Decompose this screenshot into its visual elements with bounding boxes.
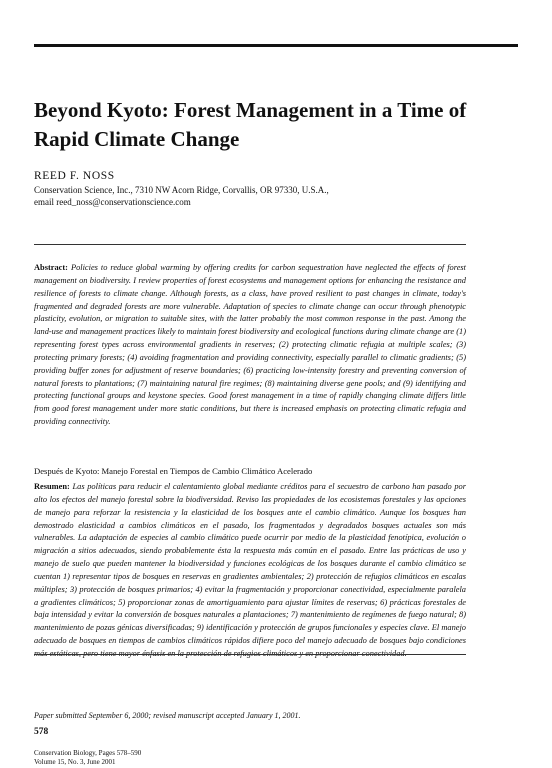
page-number: 578 [34, 727, 49, 737]
resumen [34, 481, 466, 661]
journal-volume: Volume 15, No. 3, June 2001 [34, 757, 116, 766]
author-affiliation [34, 184, 504, 208]
abstract-label: Abstract: [34, 263, 68, 272]
abstract-text: Policies to reduce global warming by offering credits for carbon sequestration have neglected the effects of forest management on biodiversity. I review properties of forest ecosystems and management options for enhancing the resistance and resilience of forests to climate change. Although forests, as a class, have proved resilient to past changes in climate, today's fragmented and degraded forests are more vulnerable. Adaptation of species to climate change can occur through phenotypic plasticity, evolution, or migration to suitable sites, with the latter probably the most common response in the past. Among the land-use and management practices likely to maintain forest biodiversity and ecological functions during climate change are (1) representing forest types across environmental gradients in reserves; (2) protecting climatic refugia at multiple scales; (3) protecting primary forests; (4) avoiding fragmentation and providing connectivity, especially parallel to climatic gradients; (5) providing buffer zones for adjustment of reserve boundaries; (6) practicing low-intensity forestry and preventing conversion of natural forests to plantations; (7) maintaining natural fire regimes; (8) maintaining diverse gene pools; and (9) identifying and protecting functional groups and keystone species. Good forest management in a time of rapidly changing climate differs little from good forest management under more static conditions, but there is increased emphasis on protecting climatic refugia and providing connectivity. [34, 263, 466, 427]
journal-pages: Conservation Biology, Pages 578–590 [34, 749, 142, 757]
journal-citation [34, 749, 141, 766]
spanish-title: Después de Kyoto: Manejo Forestal en Tiempos de Cambio Climático Acelerado [34, 466, 313, 476]
resumen-label: Resumen: [34, 482, 70, 491]
abstract [34, 262, 466, 429]
article-title: Beyond Kyoto: Forest Management in a Time of Rapid Climate Change [34, 98, 467, 151]
top-rule [34, 44, 518, 47]
affiliation-email: email reed_noss@conservationscience.com [34, 197, 191, 207]
divider-rule [34, 654, 466, 655]
author-name: REED F. NOSS [34, 170, 115, 182]
affiliation-address: Conservation Science, Inc., 7310 NW Acorn Ridge, Corvallis, OR 97330, U.S.A., [34, 185, 329, 195]
submission-note: Paper submitted September 6, 2000; revised manuscript accepted January 1, 2001. [34, 711, 301, 720]
divider-rule [34, 244, 466, 245]
resumen-text: Las políticas para reducir el calentamiento global mediante créditos para el secuestro de carbono han pasado por alto los efectos del manejo forestal sobre la biodiversidad. Reviso las propiedades de los ecosistemas forestales y las opciones de manejo para reforzar la resistencia y la elasticidad de los bosques ante el cambio climático. Aunque los bosques han demostrado elasticidad a cambios climáticos en el pasado, los fragmentados y degradados bosques actuales son más vulnerables. La adaptación de especies al cambio climático puede ocurrir por medio de la plasticidad fenotípica, evolución o migración a sitios adecuados, siendo probablemente ésta la respuesta más común en el pasado. Entre las prácticas de uso y manejo de suelo que pueden mantener la biodiversidad y funciones ecológicas de los bosques durante el cambio climático se cuentan 1) representar tipos de bosques en reservas en gradientes ambientales; 2) protección de refugios climáticos en escalas múltiples; 3) protección de bosques primarios; 4) evitar la fragmentación y proporcionar conectividad, especialmente paralela a gradientes climáticos; 5) proporcionar zonas de amortiguamiento para ajustar límites de reservas; 6) prácticas forestales de baja intensidad y evitar la conversión de bosques naturales a plantaciones; 7) mantenimiento de regímenes de fuego natural; 8) mantenimiento de pozas génicas diversificadas; 9) identificación y protección de grupos funcionales y especies clave. El manejo adecuado de bosques en tiempos de cambios climáticos rápidos difiere poco del manejo adecuado de bosques bajo condiciones [34, 482, 466, 646]
